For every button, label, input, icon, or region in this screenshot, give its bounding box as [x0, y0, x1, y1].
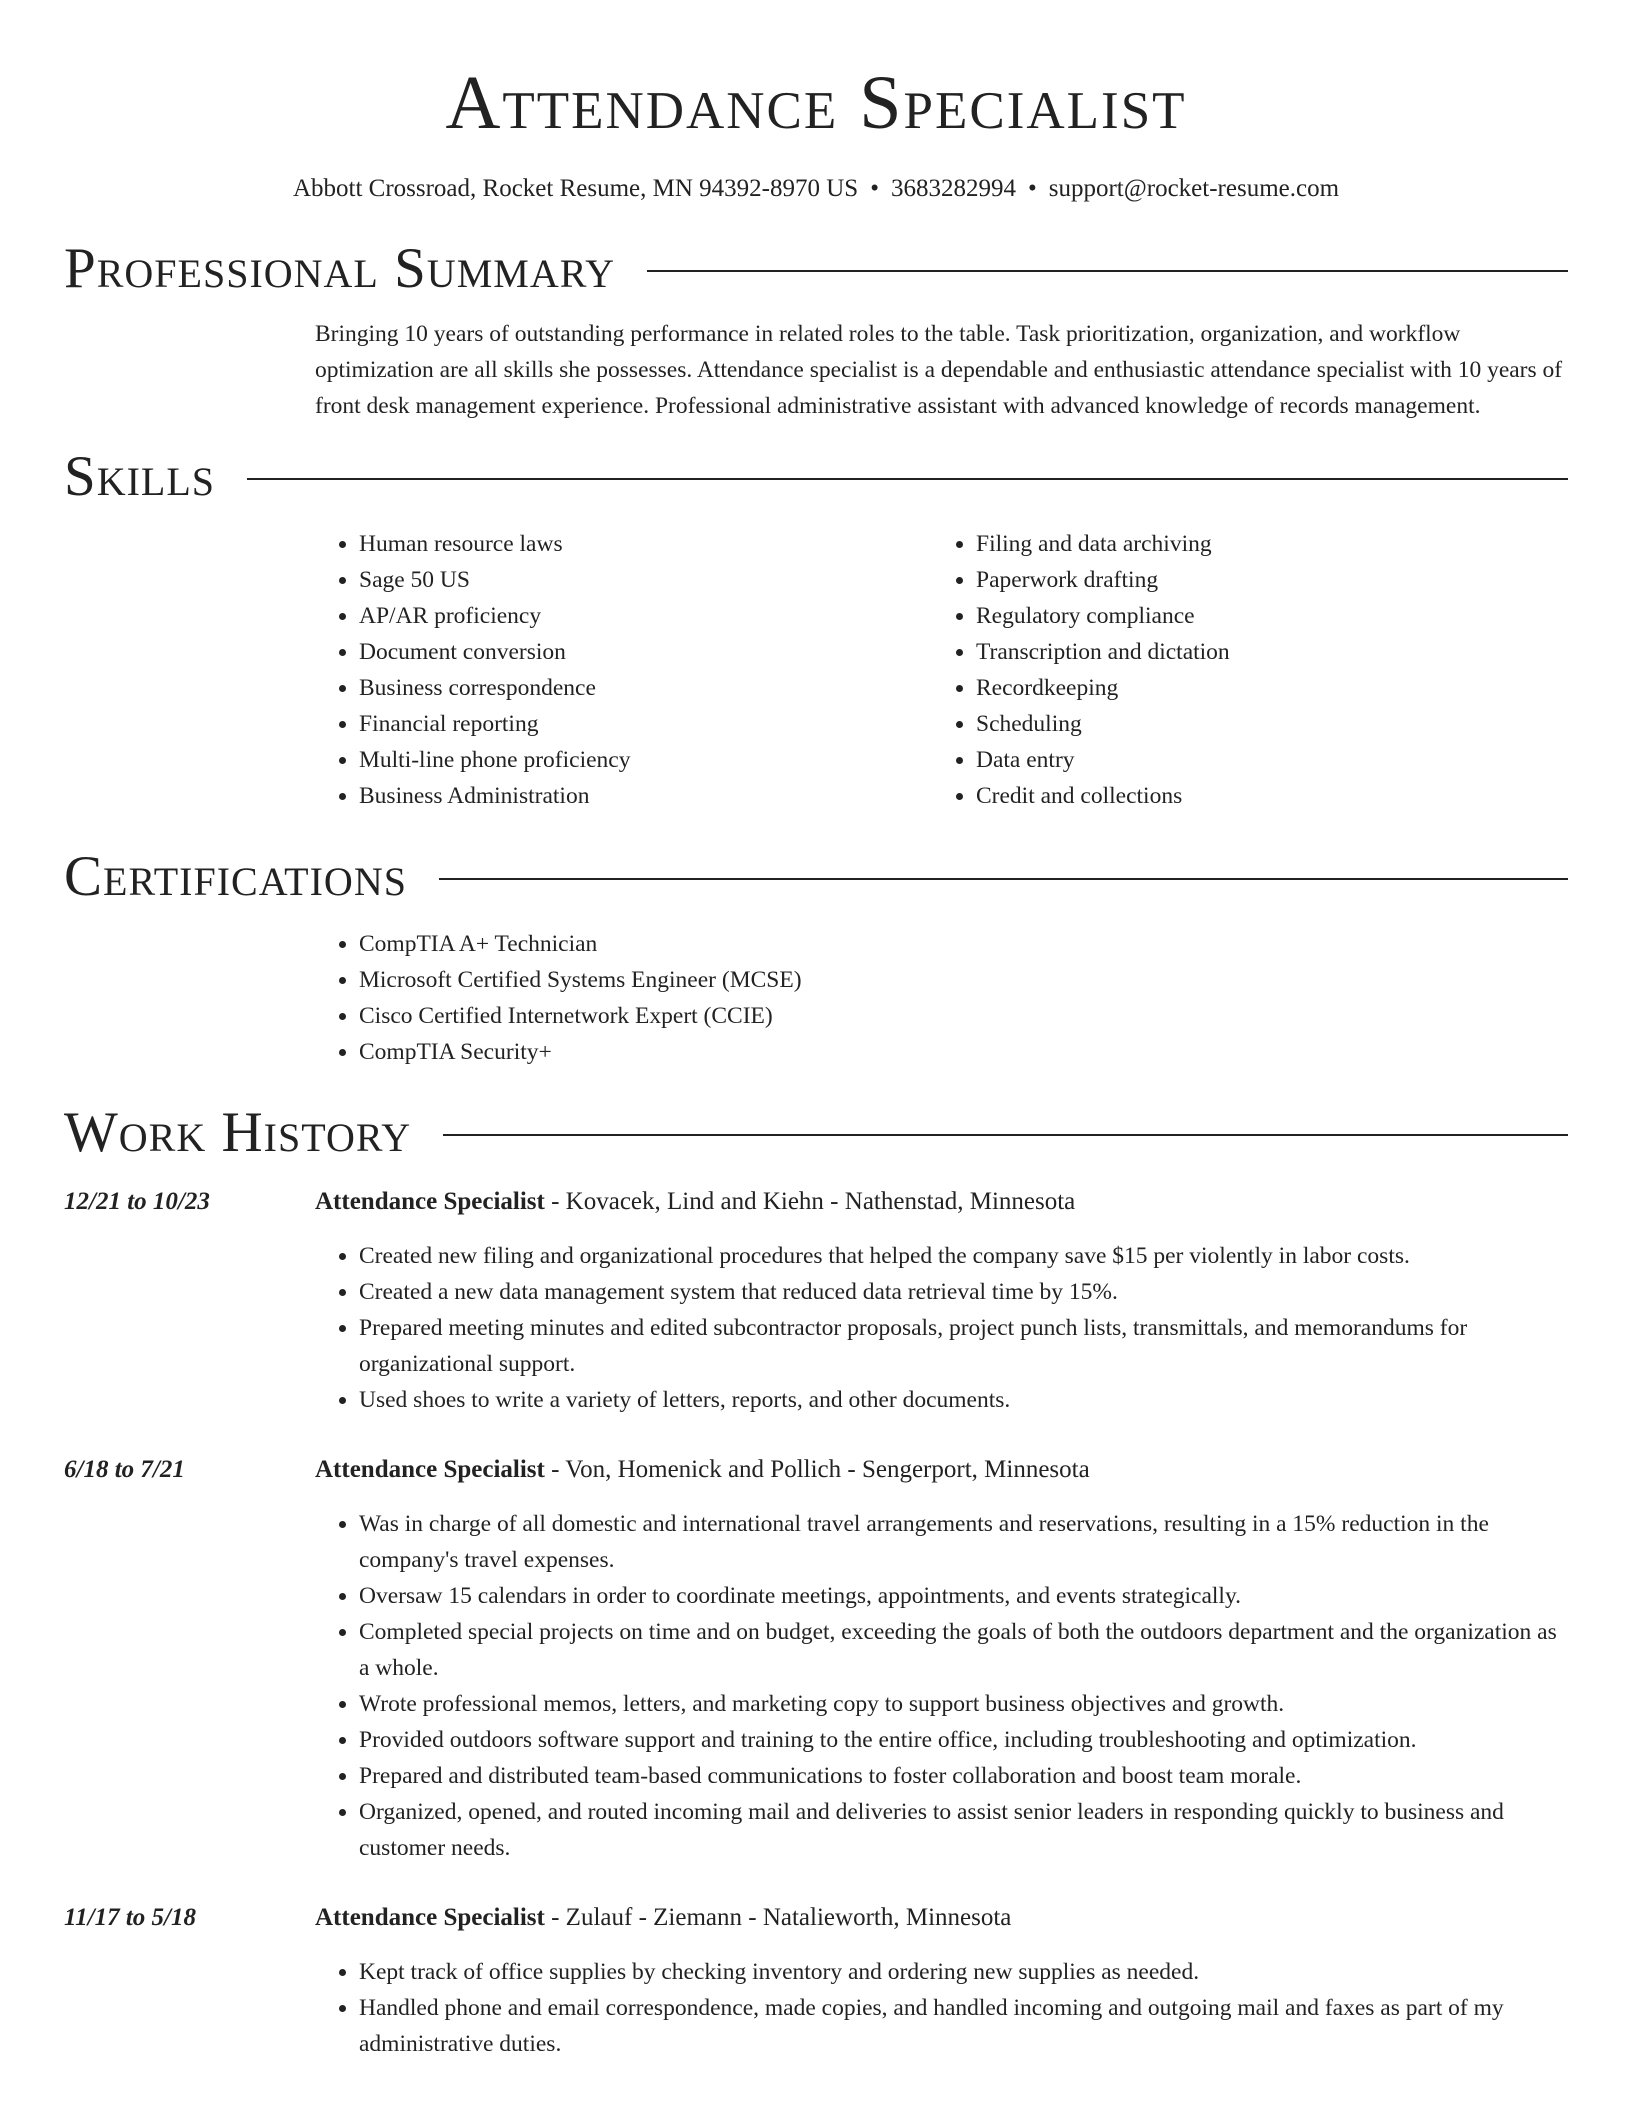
- job-dates: 11/17 to 5/18: [64, 1904, 196, 1931]
- section-divider: [443, 1134, 1568, 1136]
- certification-item: • Microsoft Certified Systems Engineer (MCSE): [359, 962, 1568, 998]
- skill-item: • Recordkeeping: [976, 670, 1549, 706]
- skill-item: • Sage 50 US: [359, 562, 932, 598]
- job-entry: [64, 1900, 1568, 2062]
- skill-item: • Scheduling: [976, 706, 1549, 742]
- skill-item: • Document conversion: [359, 634, 932, 670]
- skills-heading: Skills: [64, 445, 216, 508]
- job-title-line: [315, 1452, 1568, 1488]
- job-bullets: [315, 1238, 1568, 1418]
- skill-item: • Data entry: [976, 742, 1549, 778]
- job-bullet: • Handled phone and email correspondence, made copies, and handled incoming and outgoing mail and faxes as part of my administrative duties.: [359, 1990, 1568, 2062]
- job-entry: [64, 1452, 1568, 1866]
- job-details: [315, 1184, 1568, 1418]
- skill-item: • AP/AR proficiency: [359, 598, 932, 634]
- contact-phone: 3683282994: [890, 175, 1016, 202]
- job-bullet: • Created new filing and organizational procedures that helped the company save $15 per violently in labor costs.: [359, 1238, 1568, 1274]
- job-details: [315, 1452, 1568, 1866]
- skill-item: • Filing and data archiving: [976, 526, 1549, 562]
- skill-item: • Business correspondence: [359, 670, 932, 706]
- section-divider: [647, 270, 1568, 272]
- section-divider: [439, 878, 1568, 880]
- job-employer: - Von, Homenick and Pollich - Sengerport, Minnesota: [544, 1456, 1090, 1483]
- skills-list-left: [315, 526, 932, 814]
- job-employer: - Zulauf - Ziemann - Natalieworth, Minnesota: [544, 1904, 1012, 1931]
- job-bullet: • Oversaw 15 calendars in order to coordinate meetings, appointments, and events strategically.: [359, 1578, 1568, 1614]
- certifications-block: [315, 926, 1568, 1070]
- job-title: Attendance Specialist: [315, 1188, 545, 1215]
- job-bullet: • Created a new data management system that reduced data retrieval time by 15%.: [359, 1274, 1568, 1310]
- job-bullet: • Wrote professional memos, letters, and marketing copy to support business objectives and growth.: [359, 1686, 1568, 1722]
- job-bullet: • Prepared and distributed team-based communications to foster collaboration and boost team morale.: [359, 1758, 1568, 1794]
- job-dates: 6/18 to 7/21: [64, 1456, 185, 1483]
- job-bullets: [315, 1954, 1568, 2062]
- job-entry: [64, 1184, 1568, 1418]
- contact-separator: •: [1027, 175, 1037, 202]
- certifications-section-header: [64, 844, 1568, 910]
- summary-section-header: [64, 236, 1568, 302]
- contact-separator: •: [870, 175, 879, 202]
- job-dates: 12/21 to 10/23: [64, 1188, 210, 1215]
- summary-heading: Professional Summary: [64, 237, 616, 300]
- skill-item: • Credit and collections: [976, 778, 1549, 814]
- summary-text: Bringing 10 years of outstanding performance in related roles to the table. Task prioritization, organization, and workflow optimization are all skills she possesses. Attendance specialist is a dependable and enthusiastic attendance specialist with 10 years of front desk management experience. Professional administrative assistant with advanced knowledge of records management.: [315, 321, 1563, 419]
- job-bullet: • Prepared meeting minutes and edited subcontractor proposals, project punch lists, transmittals, and memorandums for organizational support.: [359, 1310, 1568, 1382]
- job-bullet: • Kept track of office supplies by checking inventory and ordering new supplies as needed.: [359, 1954, 1568, 1990]
- skill-item: • Regulatory compliance: [976, 598, 1549, 634]
- skills-columns: [315, 526, 1568, 814]
- job-bullets: [315, 1506, 1568, 1866]
- contact-line: [64, 172, 1568, 206]
- job-bullet: • Used shoes to write a variety of letters, reports, and other documents.: [359, 1382, 1568, 1418]
- skill-item: • Human resource laws: [359, 526, 932, 562]
- certifications-list: [315, 926, 1568, 1070]
- contact-address: Abbott Crossroad, Rocket Resume, MN 94392-8970 US: [292, 175, 859, 202]
- job-bullet: • Organized, opened, and routed incoming mail and deliveries to assist senior leaders in responding quickly to business and customer needs.: [359, 1794, 1568, 1866]
- skill-item: • Multi-line phone proficiency: [359, 742, 932, 778]
- skill-item: • Business Administration: [359, 778, 932, 814]
- certification-item: • CompTIA Security+: [359, 1034, 1568, 1070]
- certifications-heading: Certifications: [64, 845, 407, 908]
- job-bullet: • Was in charge of all domestic and international travel arrangements and reservations, resulting in a 15% reduction in the company's travel expenses.: [359, 1506, 1568, 1578]
- skills-list-right: [932, 526, 1549, 814]
- resume-name: Attendance Specialist: [445, 61, 1187, 145]
- skill-item: • Financial reporting: [359, 706, 932, 742]
- work-section-header: [64, 1100, 1568, 1166]
- job-bullet: • Provided outdoors software support and training to the entire office, including troubleshooting and optimization.: [359, 1722, 1568, 1758]
- job-title: Attendance Specialist: [315, 1456, 545, 1483]
- resume-page: [64, 0, 1568, 2062]
- skill-item: • Paperwork drafting: [976, 562, 1549, 598]
- job-title: Attendance Specialist: [315, 1904, 545, 1931]
- job-title-line: [315, 1900, 1568, 1936]
- job-employer: - Kovacek, Lind and Kiehn - Nathenstad, Minnesota: [544, 1188, 1076, 1215]
- job-details: [315, 1900, 1568, 2062]
- job-bullet: • Completed special projects on time and on budget, exceeding the goals of both the outdoors department and the organization as a whole.: [359, 1614, 1568, 1686]
- certification-item: • CompTIA A+ Technician: [359, 926, 1568, 962]
- job-title-line: [315, 1184, 1568, 1220]
- work-heading: Work History: [64, 1101, 412, 1164]
- skill-item: • Transcription and dictation: [976, 634, 1549, 670]
- section-divider: [247, 478, 1568, 480]
- contact-email: support@rocket-resume.com: [1048, 175, 1340, 202]
- certification-item: • Cisco Certified Internetwork Expert (CCIE): [359, 998, 1568, 1034]
- skills-section-header: [64, 444, 1568, 510]
